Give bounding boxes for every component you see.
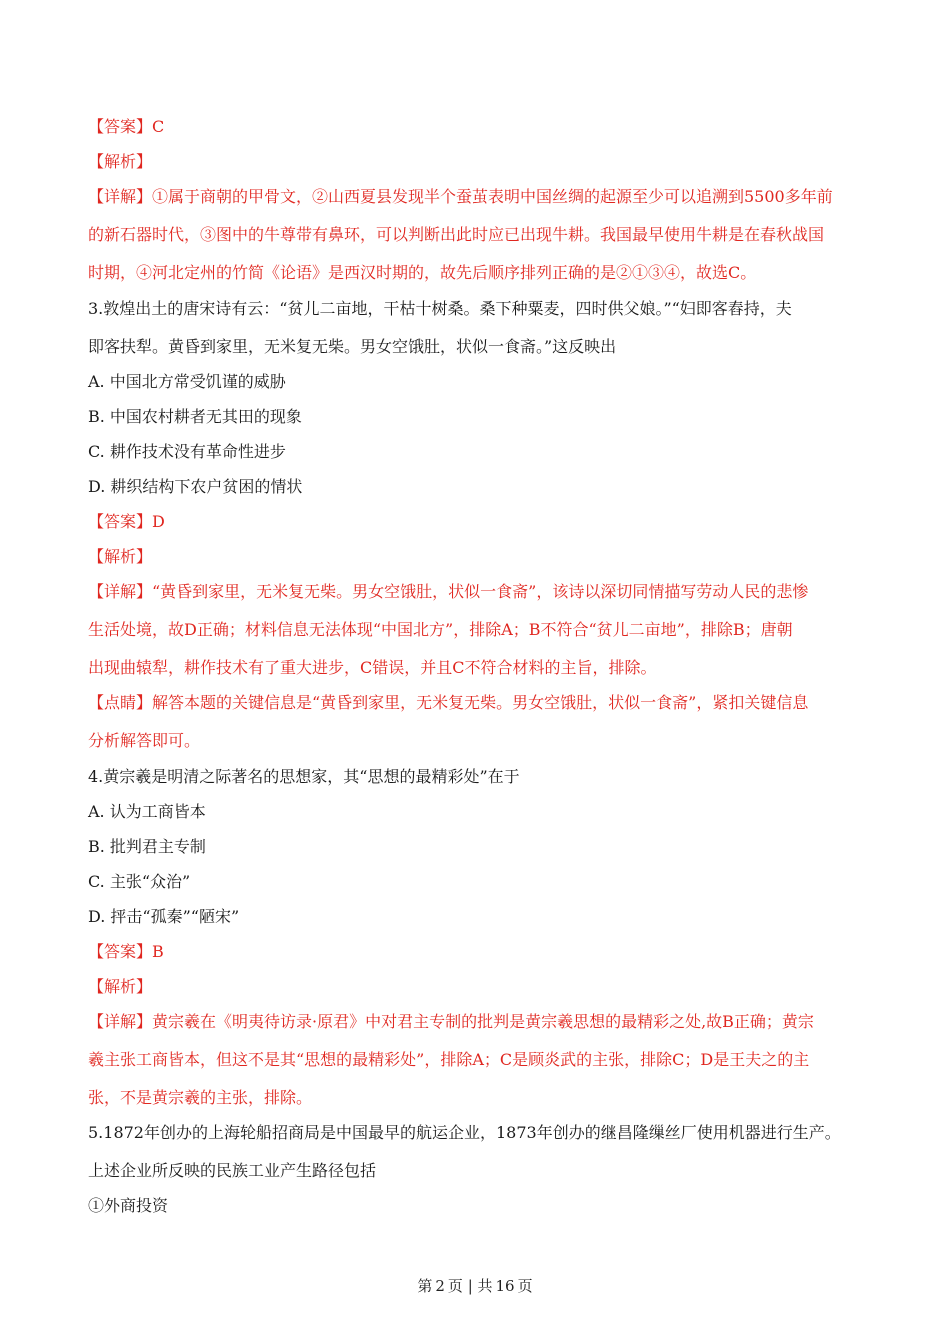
explanation-line: 生活处境，故D正确；材料信息无法体现“中国北方”，排除A；B不符合“贫儿二亩地”，排除B；唐朝 (88, 620, 793, 639)
option-b: B. 批判君主专制 (88, 837, 206, 856)
explanation-line: 【详解】“黄昏到家里，无米复无柴。男女空饿肚，状似一食斋”，该诗以深切同情描写劳动人民的悲惨 (88, 582, 809, 601)
page-number: 2 (435, 1277, 445, 1295)
explanation-line: 羲主张工商皆本，但这不是其“思想的最精彩处”，排除A；C是顾炎武的主张，排除C；D是王夫之的主 (88, 1050, 810, 1069)
question-5-stem: 5.1872年创办的上海轮船招商局是中国最早的航运企业，1873年创办的继昌隆缫丝厂使用机器进行生产。 (88, 1123, 841, 1142)
option-d: D. 耕织结构下农户贫困的情状 (88, 477, 303, 496)
explanation-line: 【详解】①属于商朝的甲骨文，②山西夏县发现半个蚕茧表明中国丝绸的起源至少可以追溯到5500多年前 (88, 187, 833, 206)
tip-line: 分析解答即可。 (88, 731, 201, 750)
option-b: B. 中国农村耕者无其田的现象 (88, 407, 302, 426)
answer-label: 【答案】C (88, 117, 165, 136)
option-a: A. 认为工商皆本 (88, 802, 206, 821)
question-3-stem: 3.敦煌出土的唐宋诗有云：“贫儿二亩地，干枯十树桑。桑下种粟麦，四时供父娘。”“妇即客舂持，夫 (88, 299, 792, 318)
question-5-stem: 上述企业所反映的民族工业产生路径包括 (88, 1161, 377, 1180)
answer-label: 【答案】B (88, 942, 164, 961)
option-1: ①外商投资 (88, 1196, 169, 1215)
tip-line: 【点睛】解答本题的关键信息是“黄昏到家里，无米复无柴。男女空饿肚，状似一食斋”，紧扣关键信息 (88, 693, 809, 712)
total-pages: 16 (495, 1277, 515, 1295)
explanation-line: 时期，④河北定州的竹简《论语》是西汉时期的，故先后顺序排列正确的是②①③④，故选C。 (88, 263, 757, 282)
question-3-stem: 即客扶犁。黄昏到家里，无米复无柴。男女空饿肚，状似一食斋。”这反映出 (88, 337, 617, 356)
explanation-line: 张，不是黄宗羲的主张，排除。 (88, 1088, 313, 1107)
explanation-line: 【详解】黄宗羲在《明夷待访录·原君》中对君主专制的批判是黄宗羲思想的最精彩之处,故B正确；黄宗 (88, 1012, 814, 1031)
analysis-label: 【解析】 (88, 547, 153, 566)
option-d: D. 抨击“孤秦”“陋宋” (88, 907, 240, 926)
option-a: A. 中国北方常受饥谨的威胁 (88, 372, 286, 391)
explanation-line: 的新石器时代，③图中的牛尊带有鼻环，可以判断出此时应已出现牛耕。我国最早使用牛耕是在春秋战国 (88, 225, 825, 244)
analysis-label: 【解析】 (88, 977, 153, 996)
option-c: C. 主张“众治” (88, 872, 191, 891)
option-c: C. 耕作技术没有革命性进步 (88, 442, 286, 461)
page-prefix: 第 (417, 1277, 433, 1295)
question-4-stem: 4.黄宗羲是明清之际著名的思想家，其“思想的最精彩处”在于 (88, 767, 520, 786)
explanation-line: 出现曲辕犁，耕作技术有了重大进步，C错误，并且C不符合材料的主旨，排除。 (88, 658, 657, 677)
analysis-label: 【解析】 (88, 152, 153, 171)
answer-label: 【答案】D (88, 512, 165, 531)
page-suffix: 页 | 共 (447, 1277, 493, 1295)
page-footer (0, 1275, 950, 1296)
total-suffix: 页 (517, 1277, 533, 1295)
